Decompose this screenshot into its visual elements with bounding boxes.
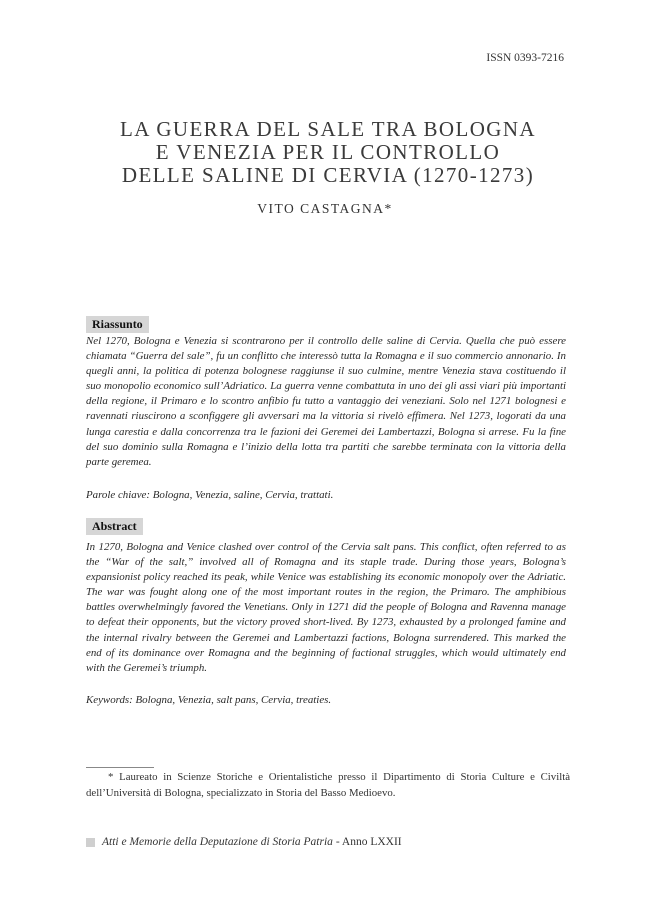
author-name: VITO CASTAGNA* — [257, 201, 393, 216]
abstract-heading: Abstract — [86, 518, 143, 535]
journal-issue: - Anno LXXII — [332, 836, 402, 848]
footer-square-icon — [86, 838, 95, 847]
title-line: E VENEZIA PER IL CONTROLLO — [155, 140, 501, 164]
riassunto-text: Nel 1270, Bologna e Venezia si scontrarono per il controllo delle saline di Cervia. Quella che può essere chiamata “Guerra del sale”, fu un conflitto che interessò tutta la Romagna e il suo commercio annonario. In quegli anni, la politica di potenza bolognese raggiunse il suo culmine, mentre Venezia stava costituendo il suo monopolio economico sull’Adriatico. La guerra venne combattuta in uno dei gli assi viari più importanti della regione, il Primaro e lo scontro anfibio fu tutto a vantaggio dei veneziani. Solo nel 1271 bolognesi e ravennati riuscirono a sconfiggere gli avversari ma la vittoria si rivelò effimera. Nel 1273, logorati da una lunga carestia e dalla concorrenza tra le fazioni dei Geremei dei Lambertazzi, Bologna si arrese. Fu la fine del suo dominio sulla Romagna e l’inizio della lotta tra partiti che sarebbe terminata con la vittoria della parte geremea. — [86, 335, 566, 468]
riassunto-heading: Riassunto — [86, 316, 149, 333]
journal-name: Atti e Memorie della Deputazione di Storia Patria — [102, 836, 333, 848]
abstract-text: In 1270, Bologna and Venice clashed over control of the Cervia salt pans. This conflict, often referred to as the “War of the salt,” involved all of Romagna and its staple trade. During those years, Bologna’s expansionist policy reached its peak, while Venice was establishing its economic monopoly over the Adriatic. The war was fought along one of the most important routes in the region, the Primaro. The amphibious battles overwhelmingly favored the Venetians. Only in 1271 did the people of Bologna and Ravenna manage to defeat their opponents, but the victory proved short-lived. By 1273, exhausted by a prolonged famine and the internal rivalry between the Geremei and Lambertazzi factions, Bologna surrendered. This marked the end of its dominance over Romagna and the beginning of factional struggles, which would ultimately end with the Geremei’s triumph. — [86, 541, 566, 674]
title-line: DELLE SALINE DI CERVIA (1270-1273) — [121, 163, 535, 187]
footnote: * Laureato in Scienze Storiche e Orientalistiche presso il Dipartimento di Storia Culture e Civiltà dell’Università di Bologna, specializzato in Storia del Basso Medioevo. — [86, 771, 570, 799]
riassunto-keywords: Parole chiave: Bologna, Venezia, saline, Cervia, trattati. — [86, 489, 334, 501]
article-title — [80, 118, 576, 187]
title-line: LA GUERRA DEL SALE TRA BOLOGNA — [120, 117, 536, 141]
abstract-keywords: Keywords: Bologna, Venezia, salt pans, Cervia, treaties. — [86, 694, 332, 706]
issn-number: ISSN 0393-7216 — [486, 52, 564, 64]
page-footer — [86, 836, 402, 848]
footnote-divider — [86, 767, 154, 768]
